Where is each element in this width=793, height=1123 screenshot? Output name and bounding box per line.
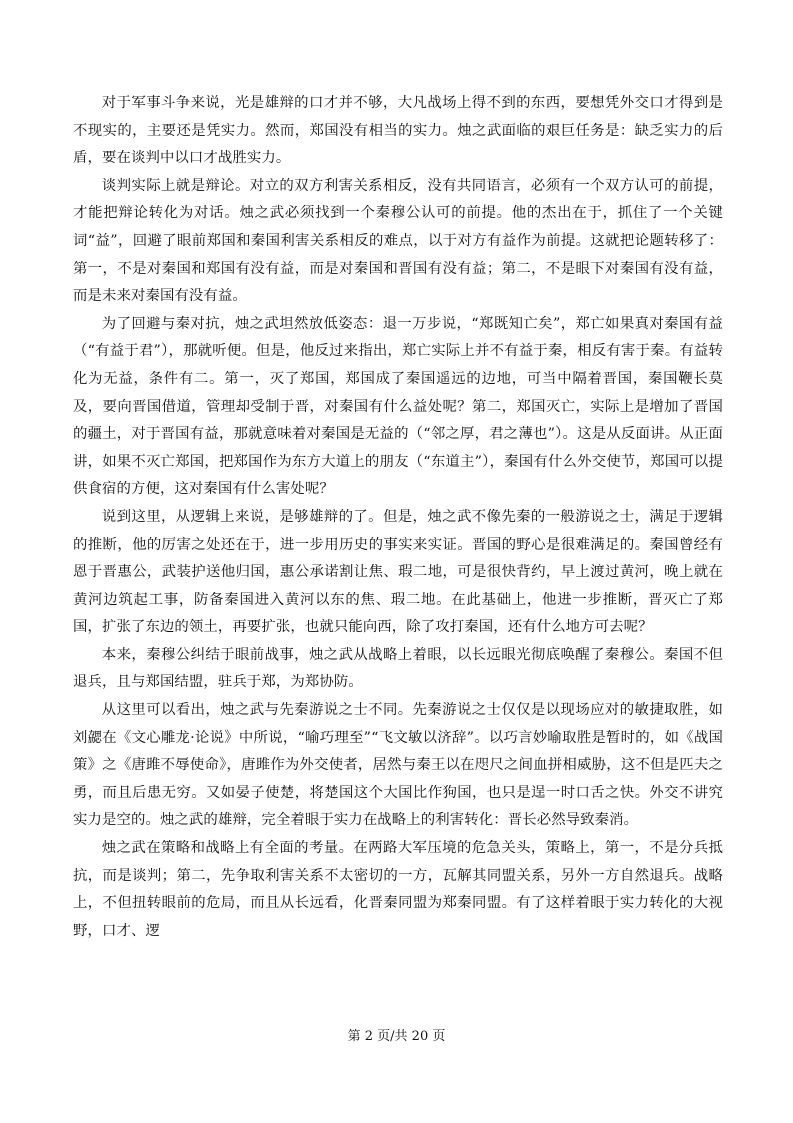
- paragraph-3: 为了回避与秦对抗，烛之武坦然放低姿态：退一万步说，“郑既知亡矣”，郑亡如果真对秦国有益（“有益于君”），那就听便。但是，他反过来指出，郑亡实际上并不有益于秦，相反有害于秦。有益转化为无益，条件有二。第一，灭了郑国，郑国成了秦国遥远的边地，可当中隔着晋国，秦国鞭长莫及，要向晋国借道，管理却受制于晋，对秦国有什么益处呢？第二，郑国灭亡，实际上是增加了晋国的疆土，对于晋国有益，那就意味着对秦国是无益的（“邻之厚，君之薄也”）。这是从反面讲。从正面讲，如果不灭亡郑国，把郑国作为东方大道上的朋友（“东道主”），秦国有什么外交使节，郑国可以提供食宿的方便，这对秦国有什么害处呢？: [73, 315, 723, 498]
- paragraph-4: 说到这里，从逻辑上来说，是够雄辩的了。但是，烛之武不像先秦的一般游说之士，满足于逻辑的推断，他的厉害之处还在于，进一步用历史的事实来实证。晋国的野心是很难满足的。秦国曾经有恩于晋惠公，武装护送他归国，惠公承诺割让焦、瑕二地，可是很快背约，早上渡过黄河，晚上就在黄河边筑起工事，防备秦国进入黄河以东的焦、瑕二地。在此基础上，他进一步推断，晋灭亡了郑国，扩张了东边的领土，再要扩张，也就只能向西，除了攻打秦国，还有什么地方可去呢？: [73, 508, 723, 636]
- paragraph-2: 谈判实际上就是辩论。对立的双方利害关系相反，没有共同语言，必须有一个双方认可的前提，才能把辩论转化为对话。烛之武必须找到一个秦穆公认可的前提。他的杰出在于，抓住了一个关键词“益”，回避了眼前郑国和秦国利害关系相反的难点，以于对方有益作为前提。这就把论题转移了：第一，不是对秦国和郑国有没有益，而是对秦国和晋国有没有益；第二，不是眼下对秦国有没有益，而是未来对秦国有没有益。: [73, 177, 723, 305]
- body-text: [73, 90, 723, 945]
- paragraph-6: 从这里可以看出，烛之武与先秦游说之士不同。先秦游说之士仅仅是以现场应对的敏捷取胜，如刘勰在《文心雕龙·论说》中所说，“喻巧理至”“飞文敏以济辞”。以巧言妙喻取胜是暂时的，如《战国策》之《唐雎不辱使命》，唐雎作为外交使者，居然与秦王以在咫尺之间血拼相威胁，这不但是匹夫之勇，而且后患无穷。又如晏子使楚，将楚国这个大国比作狗国，也只是逞一时口舌之快。外交不讲究实力是空的。烛之武的雄辩，完全着眼于实力在战略上的利害转化：晋长必然导致秦消。: [73, 702, 723, 829]
- paragraph-5: 本来，秦穆公纠结于眼前战事，烛之武从战略上着眼，以长远眼光彻底唤醒了秦穆公。秦国不但退兵，且与郑国结盟，驻兵于郑，为郑协防。: [73, 646, 723, 691]
- page-number-footer: 第 2 页/共 20 页: [347, 1029, 446, 1044]
- paragraph-7: 烛之武在策略和战略上有全面的考量。在两路大军压境的危急关头，策略上，第一，不是分兵抵抗，而是谈判；第二，先争取利害关系不太密切的一方，瓦解其同盟关系，另外一方自然退兵。战略上，不但扭转眼前的危局，而且从长远看，化晋秦同盟为郑秦同盟。有了这样着眼于实力转化的大视野，口才、逻: [73, 840, 723, 939]
- paragraph-1: 对于军事斗争来说，光是雄辩的口才并不够，大凡战场上得不到的东西，要想凭外交口才得到是不现实的，主要还是凭实力。然而，郑国没有相当的实力。烛之武面临的艰巨任务是：缺乏实力的后盾，要在谈判中以口才战胜实力。: [73, 95, 723, 167]
